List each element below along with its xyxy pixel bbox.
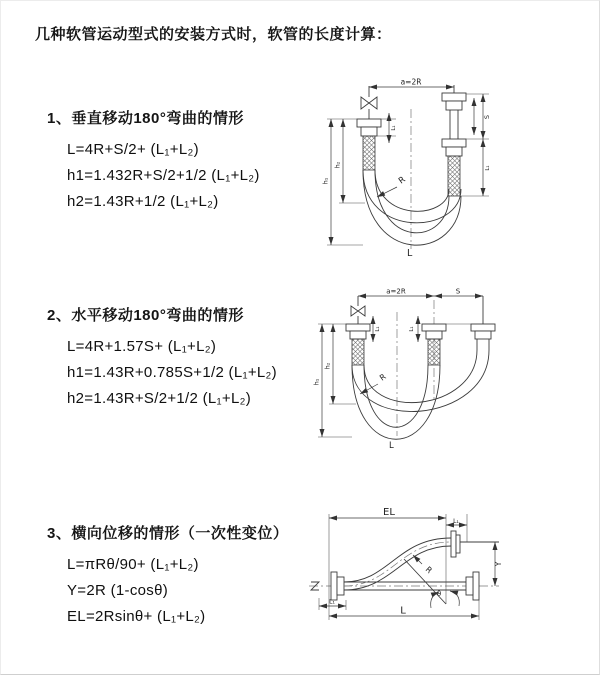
left-flange xyxy=(331,572,344,600)
r-leader xyxy=(413,555,422,564)
formula-line: EL=2Rsinθ+ (L₁+L₂) xyxy=(67,608,206,625)
section-2-heading: 2、水平移动180°弯曲的情形 xyxy=(47,307,244,324)
dim-label-l: L xyxy=(400,605,406,617)
dim-label-l1-right: L₁ xyxy=(485,165,491,171)
diagram-1-drawing xyxy=(313,73,600,265)
valve-icon xyxy=(351,296,365,324)
left-fitting xyxy=(346,324,370,365)
hose-curves xyxy=(363,170,461,245)
right-fitting xyxy=(442,85,466,196)
diagram-lateral-displacement xyxy=(301,498,600,661)
diagram-horizontal-bend xyxy=(306,284,600,464)
angle-arrow xyxy=(450,591,459,606)
formula-line: L=4R+1.57S+ (L₁+L₂) xyxy=(67,338,217,355)
label-theta: θ xyxy=(436,590,442,598)
formula-line: L=πRθ/90+ (L₁+L₂) xyxy=(67,556,199,573)
section-3-heading: 3、横向位移的情形（一次性变位） xyxy=(47,525,289,542)
right-flange xyxy=(466,572,479,600)
dim-label-h1: h₁ xyxy=(321,177,330,185)
dim-label-y: Y xyxy=(494,561,503,567)
page-title: 几种软管运动型式的安装方式时，软管的长度计算： xyxy=(35,26,392,43)
formula-line: h2=1.43R+S/2+1/2 (L₁+L₂) xyxy=(67,390,252,407)
diagram-3-drawing xyxy=(301,498,600,656)
dim-label-l1-left: L₁ xyxy=(375,326,381,332)
dim-label-a2r: a=2R xyxy=(400,77,422,87)
formula-line: h1=1.43R+0.785S+1/2 (L₁+L₂) xyxy=(67,364,277,381)
label-r: R xyxy=(396,174,408,187)
section-2-formulas xyxy=(67,334,277,412)
label-r: R xyxy=(423,564,434,576)
label-l: L xyxy=(407,248,413,259)
upper-flange xyxy=(451,531,499,557)
r-leader xyxy=(360,384,378,394)
label-l: L xyxy=(389,441,394,451)
dim-label-h2: h₂ xyxy=(323,362,332,370)
formula-line: h2=1.43R+1/2 (L₁+L₂) xyxy=(67,193,219,210)
dim-label-s: S xyxy=(455,287,461,296)
section-2 xyxy=(47,304,277,412)
dim-label-h1: h₁ xyxy=(312,378,321,386)
dim-label-el: EL xyxy=(383,507,395,518)
section-3-formulas xyxy=(67,552,288,630)
section-1 xyxy=(47,107,260,215)
dim-label-l1-left: L₁ xyxy=(329,598,335,606)
formula-line: L=4R+S/2+ (L₁+L₂) xyxy=(67,141,199,158)
dim-label-l1-mid: L₁ xyxy=(409,326,415,332)
left-fitting xyxy=(357,119,381,170)
right-fitting xyxy=(471,296,495,350)
dim-label-h2: h₂ xyxy=(333,161,342,169)
formula-line: Y=2R (1-cosθ) xyxy=(67,582,169,599)
section-3 xyxy=(47,522,288,630)
valve-icon xyxy=(361,86,377,119)
diagram-2-drawing xyxy=(306,284,600,459)
dim-label-a2r: a=2R xyxy=(386,287,406,296)
section-1-heading: 1、垂直移动180°弯曲的情形 xyxy=(47,110,244,127)
formula-line: h1=1.432R+S/2+1/2 (L₁+L₂) xyxy=(67,167,260,184)
diagram-vertical-bend xyxy=(313,73,600,270)
dim-label-l1-top: L₁ xyxy=(453,518,459,525)
section-1-formulas xyxy=(67,137,260,215)
dim-label-l1-left: L₁ xyxy=(391,125,397,131)
middle-fitting xyxy=(422,324,446,365)
dim-label-s: S xyxy=(483,114,491,120)
label-r: R xyxy=(377,372,388,383)
hose-curves xyxy=(352,350,489,439)
